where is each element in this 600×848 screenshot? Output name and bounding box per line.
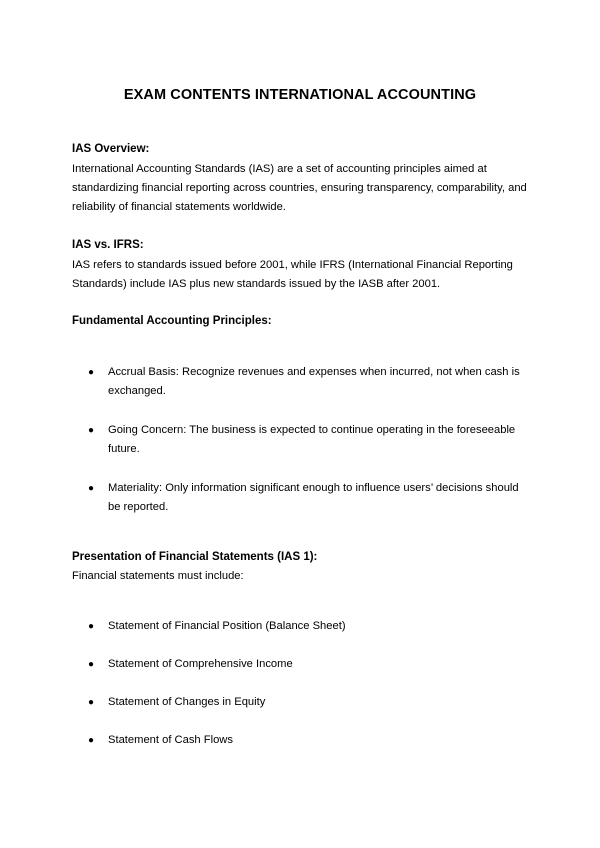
ias-vs-ifrs-text: IAS refers to standards issued before 2001, while IFRS (International Financial Reporting Standards) include IAS plus new standards issued by the IASB after 2001. (72, 259, 513, 290)
list-item (88, 421, 528, 459)
list-item (88, 655, 528, 674)
principle-going-concern-text: Going Concern: The business is expected to continue operating in the foreseeable future. (108, 424, 516, 455)
presentation-heading: Presentation of Financial Statements (IAS 1): (72, 551, 318, 563)
ias-vs-ifrs-heading: IAS vs. IFRS: (72, 239, 144, 251)
bullet-icon: ● (88, 659, 95, 670)
list-item (88, 731, 528, 750)
ias-overview-text: International Accounting Standards (IAS) are a set of accounting principles aimed at standardizing financial reporting across countries, ensuring transparency, comparability, and reliability of financial statements worldwide. (72, 163, 527, 213)
presentation-intro-text: Financial statements must include: (72, 570, 244, 582)
bullet-icon: ● (88, 621, 95, 632)
list-item (88, 617, 528, 636)
bullet-icon: ● (88, 483, 95, 494)
principle-materiality-text: Materiality: Only information significant enough to influence users’ decisions should be reported. (108, 482, 519, 513)
bullet-icon: ● (88, 367, 95, 378)
list-item (88, 479, 528, 517)
list-item (88, 363, 528, 401)
bullet-icon: ● (88, 697, 95, 708)
bullet-icon: ● (88, 735, 95, 746)
ias-overview-heading: IAS Overview: (72, 143, 150, 155)
bullet-icon: ● (88, 425, 95, 436)
statement-financial-position-text: Statement of Financial Position (Balance Sheet) (108, 620, 346, 632)
statement-comprehensive-income-text: Statement of Comprehensive Income (108, 658, 293, 670)
list-item (88, 693, 528, 712)
statement-cash-flows-text: Statement of Cash Flows (108, 734, 233, 746)
statement-changes-equity-text: Statement of Changes in Equity (108, 696, 266, 708)
principles-heading: Fundamental Accounting Principles: (72, 315, 272, 327)
document-title: EXAM CONTENTS INTERNATIONAL ACCOUNTING (123, 87, 477, 103)
principle-accrual-text: Accrual Basis: Recognize revenues and expenses when incurred, not when cash is exchanged. (108, 366, 520, 397)
